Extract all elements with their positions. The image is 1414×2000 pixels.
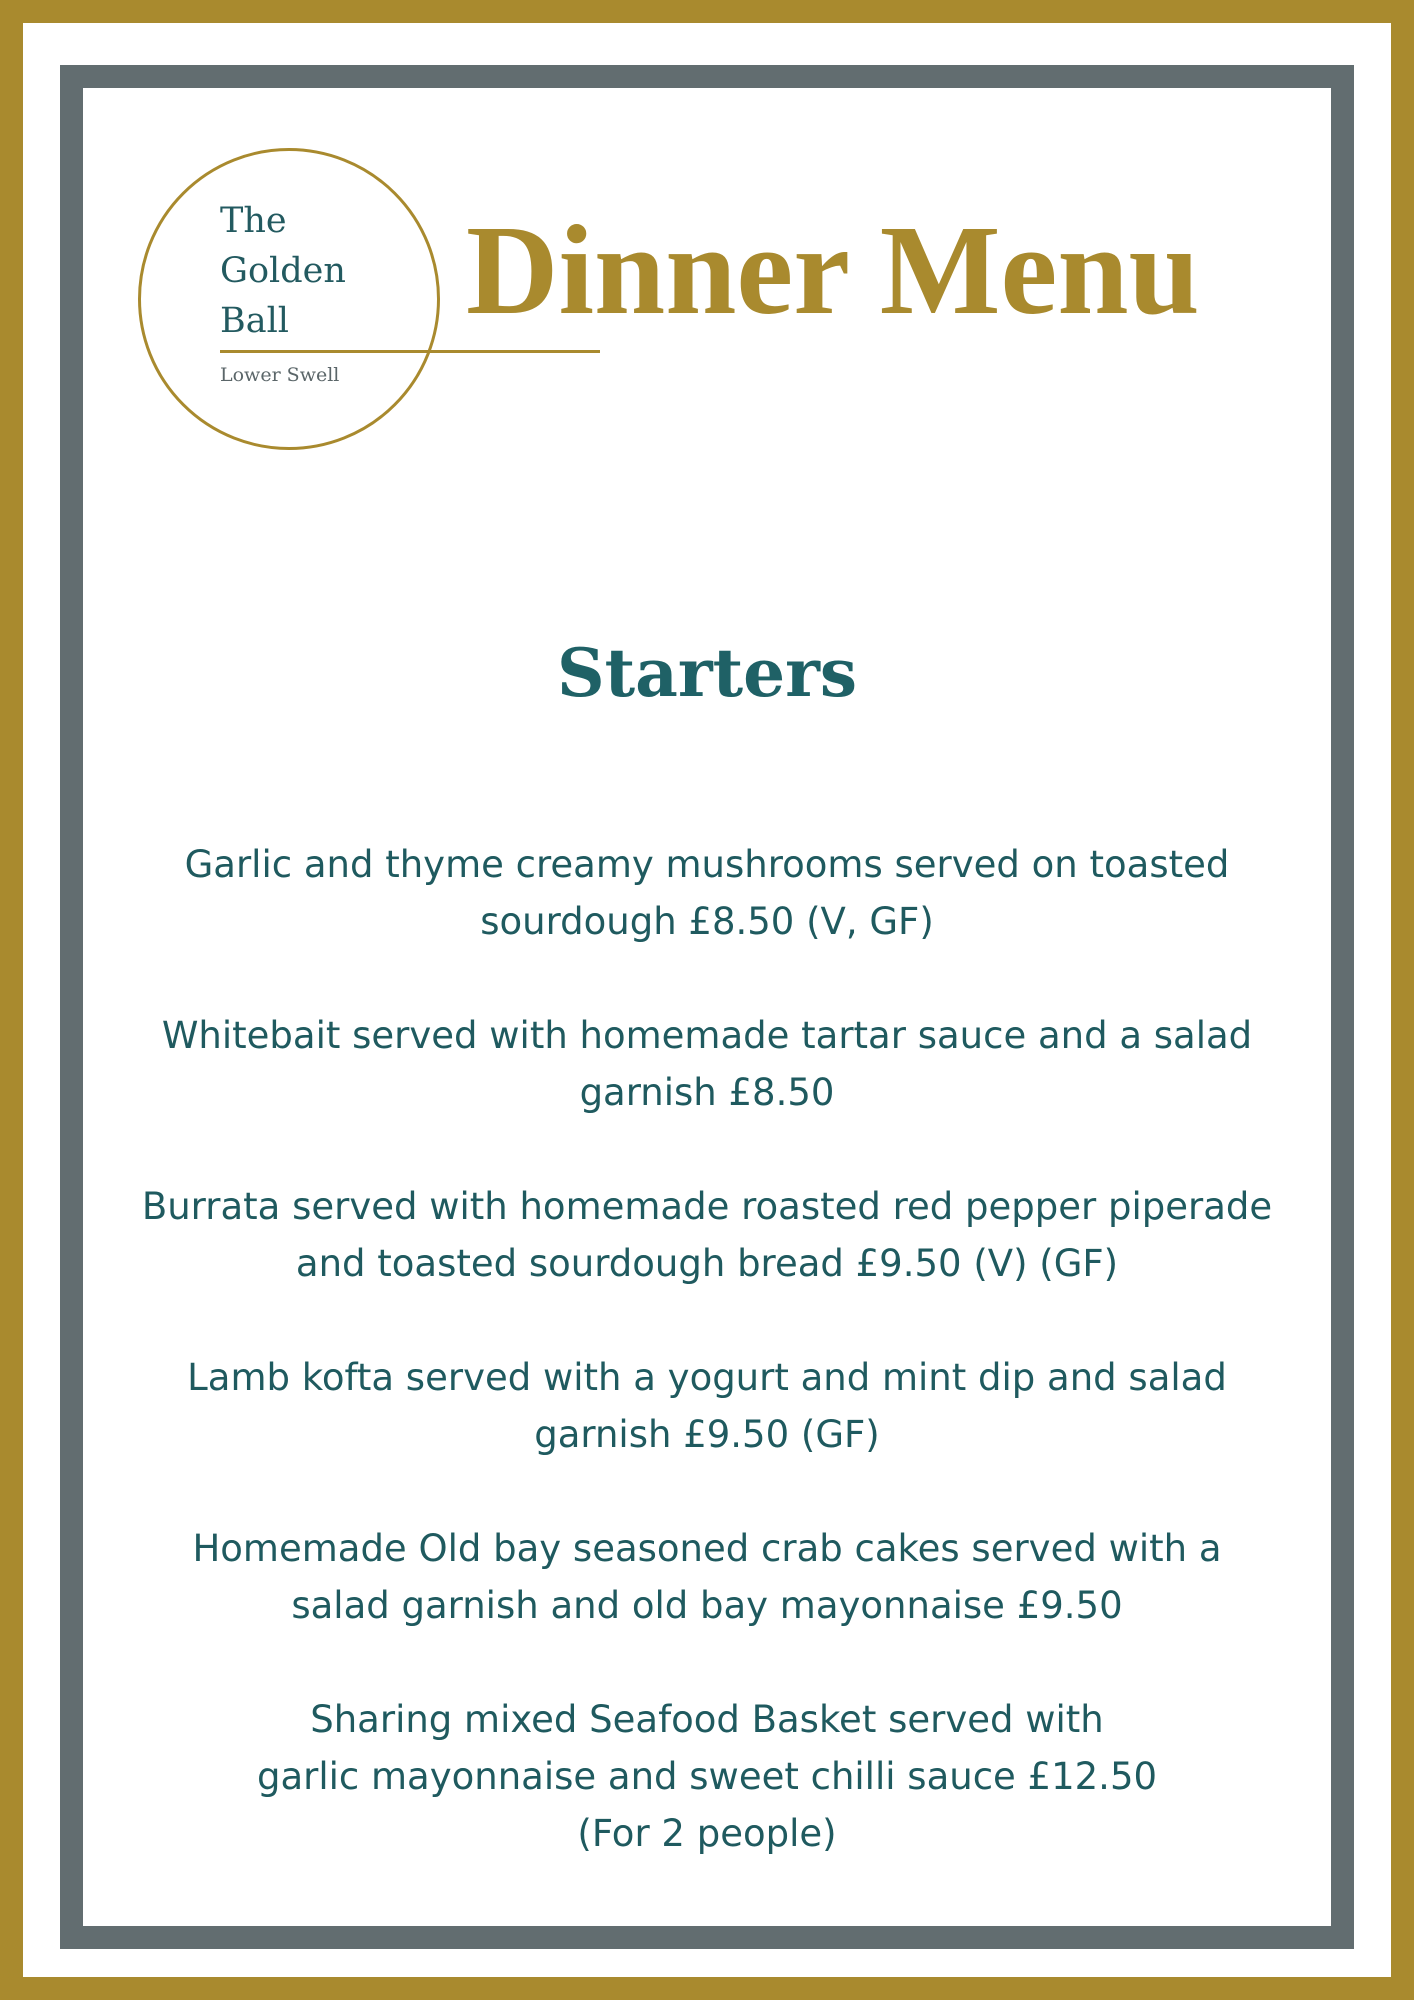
logo-name-line: Golden (220, 251, 346, 291)
menu-item-line: Homemade Old bay seasoned crab cakes served with a (192, 1527, 1222, 1570)
menu-item-line: Lamb kofta served with a yogurt and mint dip and salad (187, 1356, 1227, 1399)
section-title: Starters (556, 634, 858, 712)
menu-item-line: garnish £9.50 (GF) (534, 1413, 880, 1456)
menu-item-line: sourdough £8.50 (V, GF) (480, 900, 934, 943)
menu-item-line: garnish £8.50 (579, 1071, 835, 1114)
menu-item (110, 1349, 1304, 1463)
menu-list (110, 836, 1304, 1919)
page-title: Dinner Menu (466, 199, 1200, 341)
menu-item-line: and toasted sourdough bread £9.50 (V) (GF) (295, 1242, 1119, 1285)
menu-item-line: Garlic and thyme creamy mushrooms served on toasted (184, 843, 1230, 886)
logo-location: Lower Swell (220, 364, 340, 386)
menu-item-line: garlic mayonnaise and sweet chilli sauce £12.50 (256, 1755, 1158, 1798)
menu-item (110, 1178, 1304, 1292)
logo-name (220, 196, 400, 346)
menu-item-line: salad garnish and old bay mayonnaise £9.50 (291, 1584, 1123, 1627)
menu-item-line: Burrata served with homemade roasted red pepper piperade (141, 1185, 1273, 1228)
menu-item (110, 1691, 1304, 1862)
menu-item-line: (For 2 people) (577, 1812, 837, 1855)
logo-name-line: Ball (220, 301, 289, 341)
menu-item-line: Sharing mixed Seafood Basket served with (310, 1698, 1104, 1741)
menu-item (110, 1520, 1304, 1634)
menu-item-line: Whitebait served with homemade tartar sauce and a salad (161, 1014, 1253, 1057)
logo-name-line: The (220, 201, 287, 241)
logo-underline (220, 350, 600, 353)
menu-item (110, 1007, 1304, 1121)
menu-item (110, 836, 1304, 950)
